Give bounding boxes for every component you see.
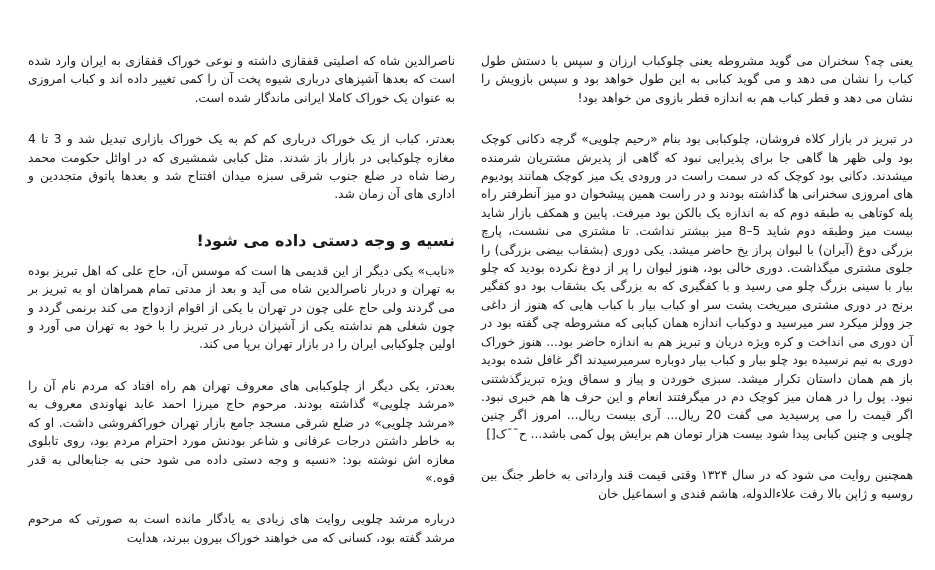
article-paragraph: بعدتر، کباب از یک خوراک درباری کم کم به یک خوراک بازاری تبدیل شد و 3 تا 4 مغازه چلوکبابی در بازار باز شدند. مثل کبابی شمشیری که در اوائل حکومت محمد رضا شاه در ضلع جنوب شرقی سبزه میدان افتتاح شد و بعدها پاتوق متجددین و اداری های آن زمان شد. [28, 132, 456, 202]
left-column [28, 52, 455, 570]
right-column [481, 52, 913, 526]
article-paragraph: بعدتر، یکی دیگر از چلوکبابی های معروف تهران هم راه افتاد که مردم نام آن را «مرشد چلویی» گذاشته بودند. مرحوم حاج میرزا احمد عابد نهاوندی معروف به «مرشد چلویی» در ضلع شرقی مسجد جامع بازار تهران خوراکفروشی داشت. او که به خاطر داشتن درجات عرفانی و شاعر بودنش مورد احترام مردم بود، روی تابلوی مغازه اش نوشته بود: «نسیه و وجه دستی داده می شود حتی به جنابعالی به قدر قوه.» [28, 378, 455, 485]
article-paragraph: ناصرالدین شاه که اصلیتی قفقازی داشته و نوعی خوراک قفقازی به ایران وارد شده است که بعدها آشپزهای درباری شیوه پخت آن را کمی تغییر داده اند و کباب امروزی به عنوان یک خوراک کاملا ایرانی ماندگار شده است. [28, 54, 455, 105]
article-paragraph: در تبریز در بازار کلاه فروشان، چلوکبابی بود بنام «رحیم چلویی» گرچه دکانی کوچک بود ولی ظهر ها گاهی جا برای پذیرایی نبود که گاهی از پذیرش مشتریان شرمنده میشدند. دکانی بود کوچک که در سمت راست در ورودی یک میز کوچک همانند پودیوم های امروزی سخنرانی ها گذاشته بودند و در راست همین پیشخوان دو میز آنطرفتر راه پله کوتاهی به طبقه دوم که به اندازه یک بالکن بود میرفت. پایین و همکف بازار شاید بیست میز وطبقه دوم شاید 5–8 میز بیشتر نداشت. تا مشتری می نشست، پارچ بزرگی دوغ (آیران) با لیوان پراز یخ حاضر میشد. یکی دوری (بشقاب بیضی بزرگی) را جلوی مشتری میگذاشت. دوری خالی بود، هنوز لیوان را پر از دوغ نکرده بودید که چلو بیار با سینی بزرگ چلو می رسید و با کفگیری که به بزرگی یک بشقاب بود دو کفگیر برنج در دوری مشتری میریخت پشت سر او کباب بیار با کباب هایی که هنوز از داغی جز وولز میکرد سر میرسید و دوکباب اندازه همان کبابی که مشروطه چی گفته بود در آن دوری می انداخت و کره ویژه دریان و تبریز هم به اندازه حاضر بود... هنوز خوراک دوری به نیم نرسیده بود چلو بیار و کباب بیار دوباره سرمیرسیدند اگر غافل شده بودید باز هم همان داستان تکرار میشد. سبزی خوردن و پیاز و سماق ویژه تبریزگذشتنی نبود. پول را در همان میز کوچک دم در میگرفتند انعام و این حرف ها هم خبری نبود. اگر قیمت را می پرسیدید می گفت 20 ریال... آری بیست ریال... امروز اگر چنین چلویی و چنین کبابی پیدا شود بیست هزار تومان هم برایش پول کمی باشد... ح¯¯ک[] [481, 132, 914, 441]
article-paragraph: «نایب» یکی دیگر از این قدیمی ها است که موسس آن، حاج علی که اهل تبریز بوده به تهران و دربار ناصرالدین شاه می آید و بعد از مدتی تمام همراهان او به تبریز بر می گردند ولی حاج علی چون در تهران با یکی از اقوام ازدواج می کند برنمی گردد و چون شغلی هم نداشته یکی از آشپزان دربار در تبریز را با خود به تهران می آورد و اولین چلوکبابی ایران را در بازار تهران برپا می کند. [28, 263, 455, 352]
article-paragraph: یعنی چه؟ سخنران می گوید مشروطه یعنی چلوکباب ارزان و سپس با دستش طول کباب را نشان می دهد و می گوید کبابی به این طول خواهد بود و سپس بازویش را نشان می دهد و قطر کباب هم به اندازه قطر بازوی من خواهد بود! [481, 54, 913, 105]
section-heading: نسیه و وجه دستی داده می شود! [196, 230, 455, 250]
article-paragraph: درباره مرشد چلویی روایت های زیادی به یادگار مانده است به صورتی که مرحوم مرشد گفته بود، کسانی که می خواهند خوراک بیرون ببرند، هدایت [28, 512, 455, 545]
article-paragraph: همچنین روایت می شود که در سال ۱۳۲۴ وقتی قیمت قند وارداتی به خاطر جنگ بین روسیه و ژاپن بالا رفت علاءالدوله، هاشم قندی و اسماعیل خان [481, 468, 913, 501]
